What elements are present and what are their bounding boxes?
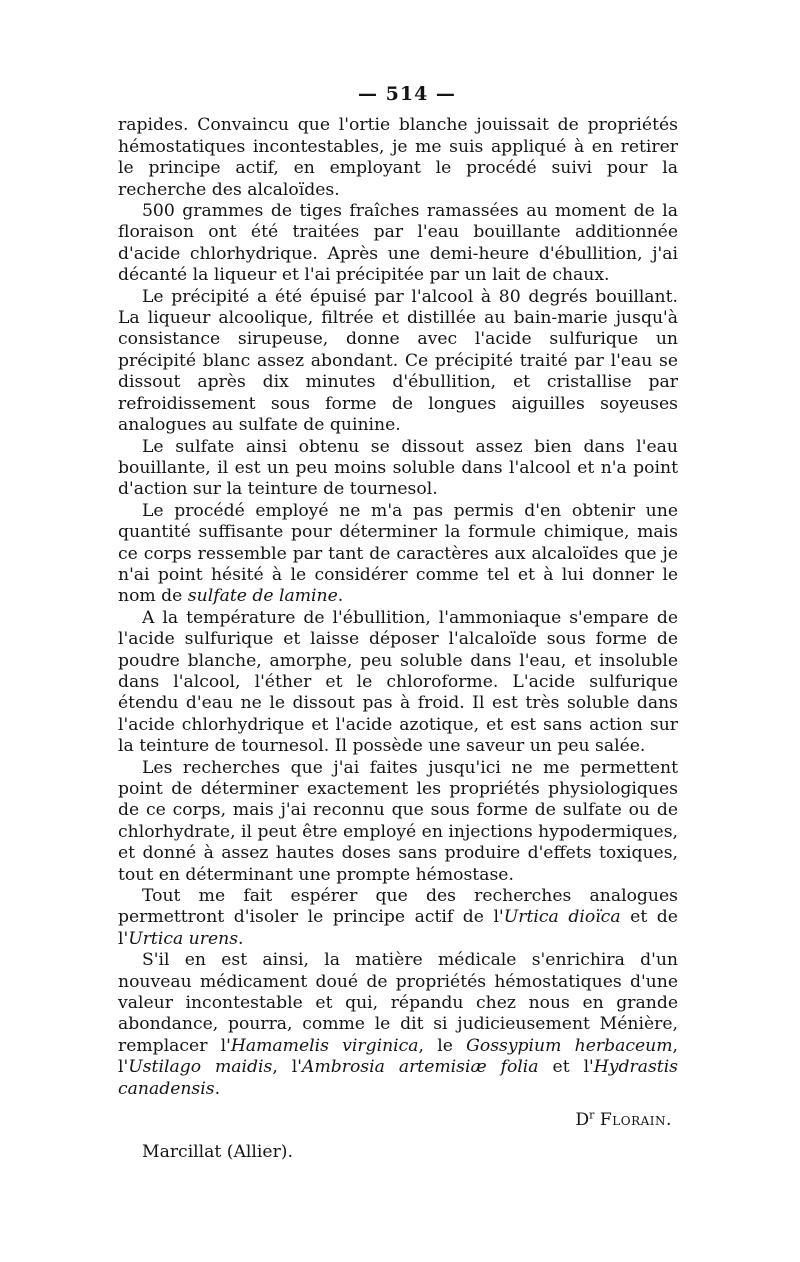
text-run: .	[238, 928, 244, 949]
text-run: Les recherches que j'ai faites jusqu'ici ne me permettent point de déterminer exactement les propriétés physiologiques de ce corps, mais j'ai reconnu que sous forme de sulfate ou de chlorhydrate, il peut être employé en injections hypodermiques, et donné à assez hautes doses sans produire d'effets toxiques, tout en déterminant une prompte hémostase.	[118, 757, 679, 885]
paragraph	[118, 886, 678, 950]
location-line: Marcillat (Allier).	[142, 1141, 293, 1162]
text-run: .	[337, 586, 344, 607]
text-run: S'il en est ainsi, la matière médicale s'enrichira d'un nouveau médicament doué de propriétés hémostatiques d'une valeur incontestable et qui, répandu chez nous en grande abondance, pourra, comme le dit si judicieusement Ménière, remplacer l'	[118, 950, 678, 1056]
text-run: rapides. Convaincu que l'ortie blanche jouissait de propriétés hémostatiques incontestables, je me suis appliqué à en retirer le principe actif, en employant le procédé suivi pour la recherche des alcaloïdes.	[118, 115, 678, 200]
text-run: et de l'	[118, 907, 678, 949]
text-run: Le procédé employé ne m'a pas permis d'en obtenir une quantité suffisante pour déterminer la formule chimique, mais ce corps ressemble par tant de caractères aux alcaloïdes que je n'ai point hésité à le considérer comme tel et à lui donner le nom de	[118, 500, 678, 607]
paragraph	[118, 608, 678, 758]
text-run: .	[214, 1078, 221, 1099]
paragraph	[118, 501, 678, 608]
text-run: , l'	[272, 1057, 303, 1078]
italic-term: Ambrosia artemisiæ folia	[302, 1057, 539, 1078]
paragraph	[118, 287, 678, 437]
text-run: , l'	[118, 1035, 678, 1078]
italic-term: Hydrastis canadensis	[118, 1057, 679, 1099]
text-run: , le	[418, 1035, 467, 1056]
paragraph	[118, 758, 678, 886]
paragraph	[118, 437, 678, 501]
italic-term: Gossypium herbaceum	[466, 1035, 673, 1056]
document-page	[118, 84, 678, 1163]
text-run: A la température de l'ébullition, l'ammoniaque s'empare de l'acide sulfurique et laisse déposer l'alcaloïde sous forme de poudre blanche, amorphe, peu soluble dans l'eau, et insoluble dans l'alcool, l'éther et le chloroforme. L'acide sulfurique étendu d'eau ne le dissout pas à froid. Il est très soluble dans l'acide chlorhydrique et l'acide azotique, et est sans action sur la teinture de tournesol. Il possède une saveur un peu salée.	[118, 607, 678, 757]
italic-term: Ustilago maidis	[128, 1057, 273, 1078]
text-run: et l'	[538, 1057, 594, 1078]
italic-term: Urtica dioïca	[503, 907, 621, 928]
text-run: Le sulfate ainsi obtenu se dissout assez bien dans l'eau bouillante, il est un peu moins soluble dans l'alcool et n'a point d'action sur la teinture de tournesol.	[118, 436, 678, 500]
signature-title: D	[575, 1110, 590, 1131]
text-run: Tout me fait espérer que des recherches analogues permettront d'isoler le principe actif de l'	[118, 886, 678, 928]
paragraph	[118, 950, 678, 1100]
signature-name: Florain.	[599, 1110, 672, 1131]
paragraph	[118, 115, 678, 201]
paragraph	[118, 201, 678, 287]
italic-term: sulfate de lamine	[187, 586, 338, 607]
italic-term: Hamamelis virginica	[230, 1035, 419, 1056]
page-number: — 514 —	[358, 83, 456, 105]
signature	[118, 1110, 678, 1131]
text-run: Le précipité a été épuisé par l'alcool à 80 degrés bouillant. La liqueur alcoolique, filtrée et distillée au bain-marie jusqu'à consistance sirupeuse, donne avec l'acide sulfurique un précipité blanc assez abondant. Ce précipité traité par l'eau se dissout après dix minutes d'ébullition, et cristallise par refroidissement sous forme de longues aiguilles soyeuses analogues au sulfate de quinine.	[118, 286, 678, 436]
italic-term: Urtica urens	[128, 928, 239, 949]
text-run: 500 grammes de tiges fraîches ramassées au moment de la floraison ont été traitées par l'eau bouillante additionnée d'acide chlorhydrique. Après une demi-heure d'ébullition, j'ai décanté la liqueur et l'ai précipitée par un lait de chaux.	[118, 201, 678, 286]
signature-title-superscript: r	[589, 1108, 595, 1122]
body-text	[118, 115, 678, 1100]
